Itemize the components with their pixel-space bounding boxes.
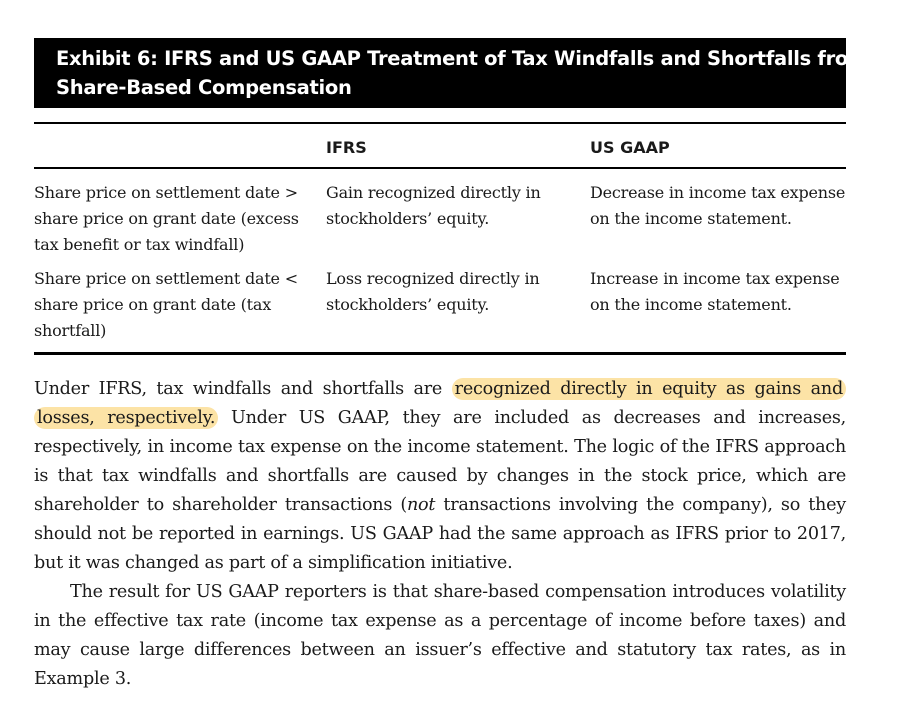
us-gaap-cell: Decrease in income tax expense on the income statement. [590, 183, 846, 228]
header-us-gaap: US GAAP [590, 124, 846, 168]
paragraph-2: The result for US GAAP reporters is that share-based compensation introduces volatility in the effective tax rate (income tax expense as a percentage of income before taxes) and may cause large differences between an issuer’s effective and statutory tax rates, as in Example 3. [34, 582, 846, 689]
emphasis-not: not [406, 495, 436, 515]
condition-cell: Share price on settlement date > share price on grant date (excess tax benefit or tax windfall) [34, 183, 299, 254]
body-text [34, 375, 846, 694]
header-condition [34, 124, 326, 168]
us-gaap-cell: Increase in income tax expense on the income statement. [590, 269, 840, 314]
highlighted-text[interactable]: recognized directly in equity as gains and losses, respectively. [34, 378, 846, 429]
condition-cell: Share price on settlement date < share price on grant date (tax shortfall) [34, 269, 298, 340]
table-row [34, 262, 846, 352]
table-header-row [34, 124, 846, 168]
paragraph-1-rest-b: transactions involving the company), so they should not be reported in earnings. US GAAP had the same approach as IFRS prior to 2017, but it was changed as part of a simplification initiative. [34, 495, 846, 573]
paragraph-1-rest-a: Under US GAAP, they are included as decreases and increases, respectively, in income tax expense on the income statement. The logic of the IFRS approach is that tax windfalls and shortfalls are caused by changes in the stock price, which are shareholder to shareholder transactions ( [34, 408, 846, 515]
paragraph-1-lead: Under IFRS, tax windfalls and shortfalls are [34, 379, 452, 399]
paragraph-1 [34, 375, 846, 578]
ifrs-cell: Loss recognized directly in stockholders’ equity. [326, 269, 540, 314]
table-row [34, 168, 846, 262]
exhibit-title-line-1: Exhibit 6: IFRS and US GAAP Treatment of Tax Windfalls and Shortfalls from [56, 47, 869, 70]
exhibit-title-bar [34, 38, 869, 108]
comparison-table [34, 124, 846, 352]
exhibit-title-line-2: Share-Based Compensation [56, 76, 352, 99]
header-ifrs: IFRS [326, 124, 590, 168]
table-bottom-rule [34, 352, 846, 355]
ifrs-cell: Gain recognized directly in stockholders’ equity. [326, 183, 541, 228]
document-page [34, 38, 869, 694]
